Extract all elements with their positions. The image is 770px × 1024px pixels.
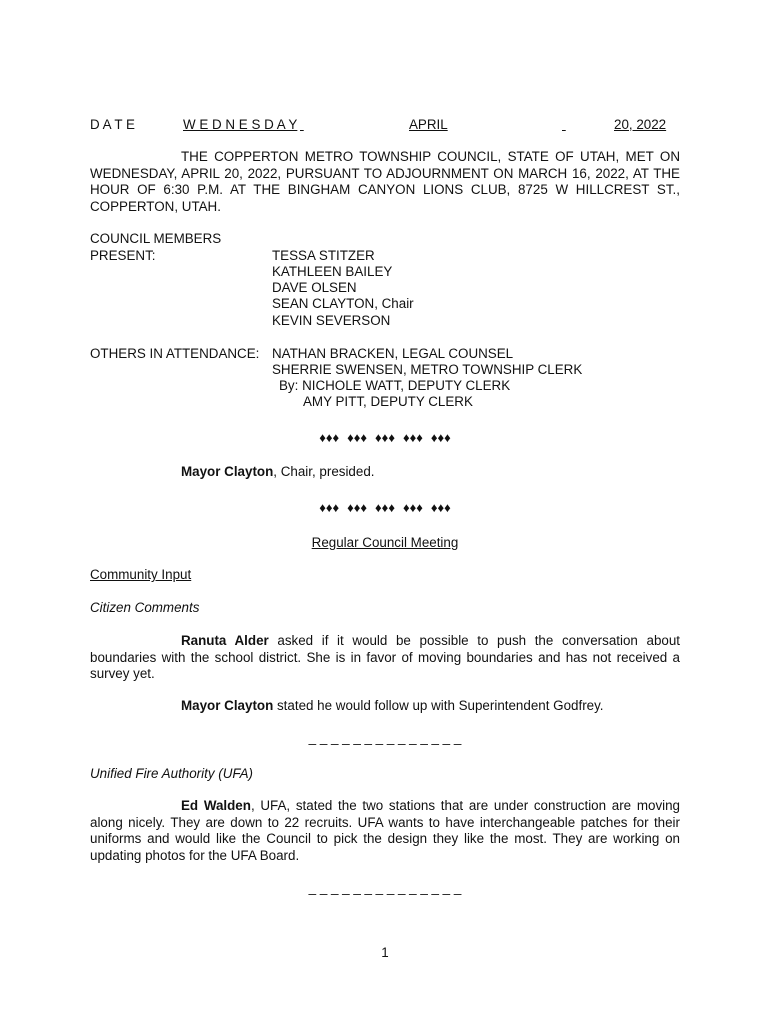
diamond-group: ♦♦♦ <box>430 430 451 445</box>
ufa-heading: Unified Fire Authority (UFA) <box>90 766 253 781</box>
presided-name: Mayor Clayton <box>181 464 274 479</box>
attendee-name: AMY PITT, DEPUTY CLERK <box>303 394 473 409</box>
diamond-separator <box>90 430 680 446</box>
date-day-year: 20, 2022 <box>614 117 667 132</box>
date-weekday: W E D N E S D A Y <box>183 117 298 132</box>
members-label-line2: PRESENT: <box>90 248 156 263</box>
member-name: DAVE OLSEN <box>272 280 357 295</box>
attendee-name: By: NICHOLE WATT, DEPUTY CLERK <box>279 378 511 393</box>
diamond-group: ♦♦♦ <box>319 500 340 515</box>
date-month: APRIL <box>409 117 448 132</box>
citizen-comments-heading: Citizen Comments <box>90 600 200 615</box>
members-label-line1: COUNCIL MEMBERS <box>90 231 222 246</box>
member-name: TESSA STITZER <box>272 248 375 263</box>
attendee-name: NATHAN BRACKEN, LEGAL COUNSEL <box>272 346 514 361</box>
alder-paragraph <box>90 633 680 683</box>
diamond-group: ♦♦♦ <box>402 430 423 445</box>
alder-name: Ranuta Alder <box>181 633 269 648</box>
diamond-group: ♦♦♦ <box>430 500 451 515</box>
clayton-followup-line <box>181 698 604 714</box>
intro-text: THE COPPERTON METRO TOWNSHIP COUNCIL, STATE OF UTAH, MET ON WEDNESDAY, APRIL 20, 2022, PURSUANT TO ADJOURNMENT ON MARCH 16, 2022, AT THE HOUR OF 6:30 P.M. AT THE BINGHAM CANYON LIONS CLUB, 8725 W HILLCREST ST., COPPERTON, UTAH. <box>90 149 680 215</box>
others-label: OTHERS IN ATTENDANCE: <box>90 346 260 361</box>
diamond-group: ♦♦♦ <box>319 430 340 445</box>
alder-text: asked if it would be possible to push the conversation about boundaries with the school district. She is in favor of moving boundaries and has not received a survey yet. <box>90 633 681 682</box>
date-underline-gap-1 <box>300 117 410 133</box>
walden-name: Ed Walden <box>181 798 251 813</box>
diamond-separator <box>90 500 680 516</box>
meeting-title: Regular Council Meeting <box>311 535 459 550</box>
presided-line <box>181 464 375 480</box>
member-name: KATHLEEN BAILEY <box>272 264 393 279</box>
diamond-group: ♦♦♦ <box>347 500 368 515</box>
diamond-group: ♦♦♦ <box>375 430 395 445</box>
clayton-name: Mayor Clayton <box>181 698 274 713</box>
date-label: D A T E <box>90 117 135 132</box>
presided-text: , Chair, presided. <box>273 464 375 479</box>
member-name: KEVIN SEVERSON <box>272 313 391 328</box>
walden-text: , UFA, stated the two stations that are under construction are moving along nicely. They are down to 22 recruits. UFA wants to have interchangeable patches for their uniforms and would like the Council to pick the design they like the most. They are working on updating photos for the UFA Board. <box>90 798 681 864</box>
intro-paragraph <box>90 149 680 216</box>
member-name: SEAN CLAYTON, Chair <box>272 296 414 311</box>
diamond-group: ♦♦♦ <box>347 430 368 445</box>
diamond-group: ♦♦♦ <box>375 500 395 515</box>
dash-separator: _ _ _ _ _ _ _ _ _ _ _ _ _ _ <box>308 730 462 745</box>
date-underline-gap-2 <box>562 117 614 133</box>
dash-separator: _ _ _ _ _ _ _ _ _ _ _ _ _ _ <box>308 880 462 895</box>
community-input-heading: Community Input <box>90 567 192 582</box>
diamond-group: ♦♦♦ <box>402 500 423 515</box>
page-number: 1 <box>381 945 389 960</box>
attendee-name: SHERRIE SWENSEN, METRO TOWNSHIP CLERK <box>272 362 583 377</box>
clayton-text: stated he would follow up with Superintendent Godfrey. <box>273 698 604 713</box>
walden-paragraph <box>90 798 680 865</box>
